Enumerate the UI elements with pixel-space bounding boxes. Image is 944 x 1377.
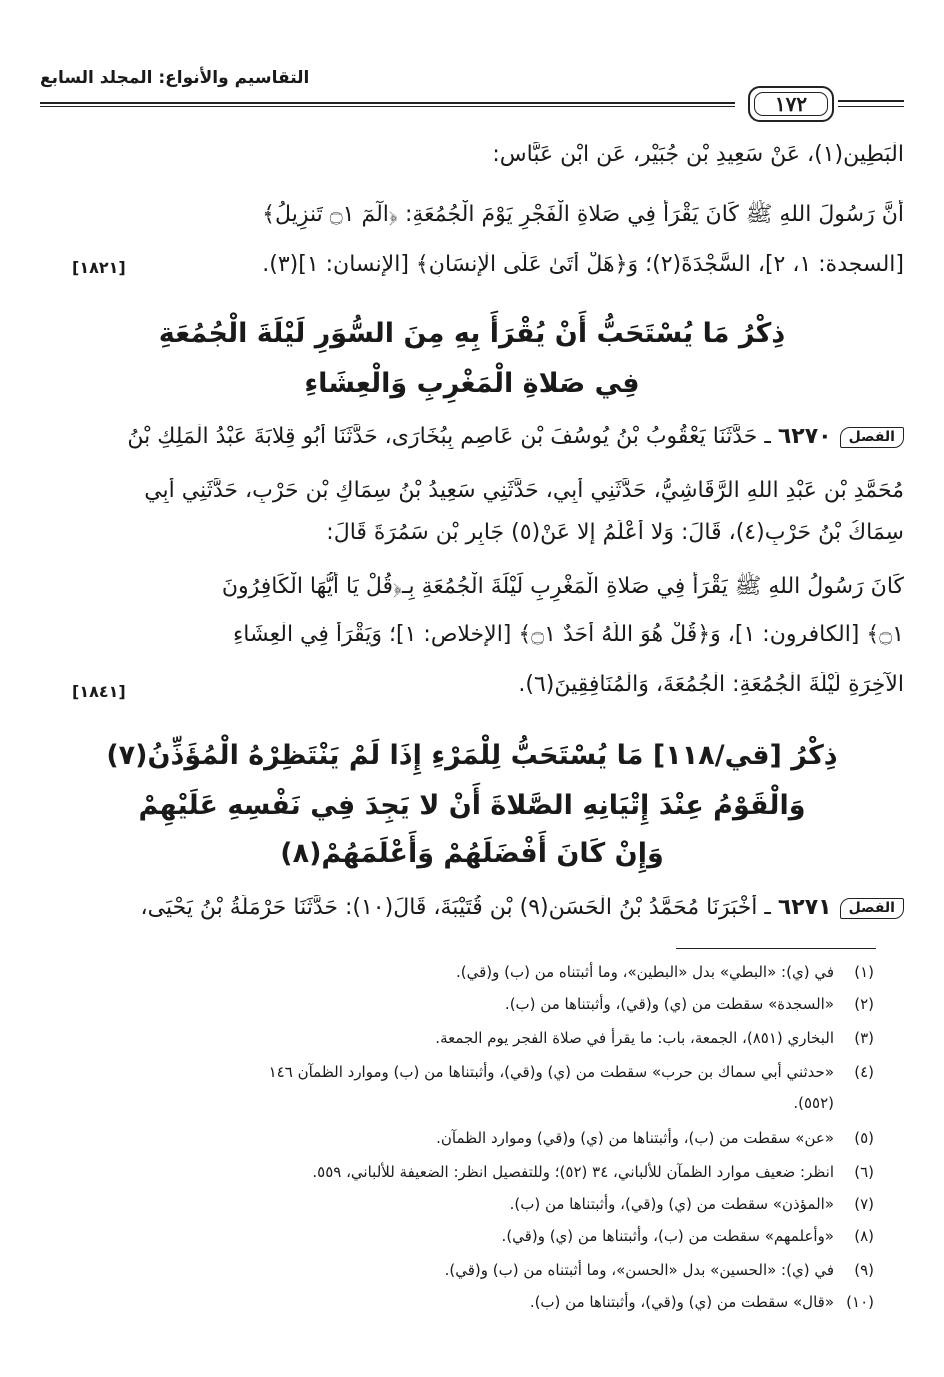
hadith-6270-line-1 [40, 424, 904, 449]
footnote-1 [84, 958, 874, 986]
hadith-badge: الفصل [840, 898, 904, 919]
hadith-number: ٦٢٧٠ [777, 424, 832, 449]
footnote-5 [84, 1124, 874, 1152]
footnote-text: في (ي): «البطي» بدل «البطين»، وما أثبتناه من (ب) و(قي). [455, 963, 834, 981]
text-line-3: [السجدة: ١، ٢]، السَّجْدَةَ(٢)؛ وَ﴿هَلْ أَتَىٰ عَلَى الْإِنسَانِ﴾ [الإنسان: ١](٣). [262, 252, 904, 277]
running-header-title: التقاسيم والأنواع: المجلد السابع [40, 68, 310, 88]
footnote-text: «السجدة» سقطت من (ي) و(قي)، وأثبتناها من (ب). [504, 995, 834, 1013]
footnote-3 [84, 1024, 874, 1052]
chapter-heading-1b: فِي صَلاةِ الْمَغْرِبِ وَالْعِشَاءِ [304, 368, 640, 399]
footnote-text: «عن» سقطت من (ب)، وأثبتناها من (ي) و(قي) وموارد الظمآن. [436, 1129, 834, 1147]
hadith-ref-1821: [١٨٢١] [72, 258, 126, 277]
text-line-8: ۝١﴾ [الكافرون: ١]، وَ﴿قُلْ هُوَ اللَّهُ أَحَدٌ ۝١﴾ [الإخلاص: ١]؛ وَيَقْرَأُ فِي الْعِشَاءِ [232, 622, 904, 647]
footnote-number: (٣) [854, 1029, 874, 1047]
text-line-6: سِمَاكُ بْنُ حَرْبٍ(٤)، قَالَ: وَلا أَعْلَمُ إِلا عَنْ(٥) جَابِرِ بْنِ سَمُرَةَ قَالَ: [326, 520, 904, 545]
text-line-5: مُحَمَّدِ بْنِ عَبْدِ اللهِ الرَّقَاشِيُّ، حَدَّثَنِي أَبِي، حَدَّثَنِي سَعِيدُ بْنُ سِمَاكِ بْنِ حَرْبٍ، حَدَّثَنِي أَبِي [144, 478, 904, 503]
hadith-text: ـ حَدَّثَنَا يَعْقُوبُ بْنُ يُوسُفَ بْنِ عَاصِمٍ بِبُخَارَى، حَدَّثَنَا أَبُو قِلابَةَ عَبْدُ الْمَلِكِ بْنُ [127, 424, 771, 449]
footnote-10 [84, 1288, 874, 1316]
footnote-4-continuation: (٥٥٢). [793, 1094, 834, 1112]
footnote-number: (٩) [854, 1261, 874, 1279]
footnote-2 [84, 990, 874, 1018]
footnote-number: (١) [854, 963, 874, 981]
footnote-number: (٥) [854, 1129, 874, 1147]
hadith-6271-line-1 [40, 895, 904, 920]
footnote-7 [84, 1190, 874, 1218]
header-rule-thin [40, 106, 735, 107]
footnote-4 [84, 1058, 874, 1086]
footnote-text: البخاري (٨٥١)، الجمعة، باب: ما يقرأ في صلاة الفجر يوم الجمعة. [435, 1029, 834, 1047]
page-number [748, 86, 834, 122]
text-line-1: الْبَطِينِ(١)، عَنْ سَعِيدِ بْنِ جُبَيْرٍ، عَنِ ابْنِ عَبَّاسٍ: [492, 142, 904, 167]
footnote-number: (٤) [854, 1063, 874, 1081]
footnote-number: (١٠) [846, 1293, 874, 1311]
footnote-text: «حدثني أبي سماك بن حرب» سقطت من (ي) و(قي)، وأثبتناها من (ب) وموارد الظمآن ١٤٦ [268, 1063, 834, 1081]
hadith-badge: الفصل [840, 427, 904, 448]
footnote-number: (٦) [854, 1163, 874, 1181]
chapter-heading-2a: ذِكْرُ [قي/١١٨] مَا يُسْتَحَبُّ لِلْمَرْءِ إِذَا لَمْ يَنْتَظِرْهُ الْمُؤَذِّنُ(٧) [106, 740, 838, 771]
header-rule-right-thin [838, 106, 904, 107]
footnote-text: في (ي): «الحسين» بدل «الحسن»، وما أثبتناه من (ب) و(قي). [444, 1261, 834, 1279]
footnote-text: انظر: ضعيف موارد الظمآن للألباني، ٣٤ (٥٢)؛ وللتفصيل انظر: الضعيفة للألباني، ٥٥٩. [312, 1163, 834, 1181]
hadith-ref-1841: [١٨٤١] [72, 682, 126, 701]
header-rule-right [838, 100, 904, 102]
hadith-number: ٦٢٧١ [777, 895, 832, 920]
hadith-text: ـ أَخْبَرَنَا مُحَمَّدُ بْنُ الْحَسَنِ(٩) بْنِ قُتَيْبَةَ، قَالَ(١٠): حَدَّثَنَا حَرْمَلَةُ بْنُ يَحْيَى، [140, 895, 771, 920]
chapter-heading-2b: وَالْقَوْمُ عِنْدَ إِتْيَانِهِ الصَّلاةَ أَنْ لا يَجِدَ فِي نَفْسِهِ عَلَيْهِمْ [138, 790, 806, 821]
footnote-number: (٧) [854, 1195, 874, 1213]
page-number-text: ١٧٢ [774, 92, 808, 116]
footnote-text: «قال» سقطت من (ي) و(قي)، وأثبتناها من (ب). [529, 1293, 834, 1311]
header-rule [40, 102, 735, 104]
chapter-heading-2c: وَإِنْ كَانَ أَفْضَلَهُمْ وَأَعْلَمَهُمْ(٨) [280, 838, 664, 869]
footnote-9 [84, 1256, 874, 1284]
footnote-number: (٢) [854, 995, 874, 1013]
text-line-9: الآخِرَةِ لَيْلَةَ الْجُمُعَةِ: الْجُمُعَةَ، وَالْمُنَافِقِينَ(٦). [518, 672, 904, 697]
footnote-text: «وأعلمهم» سقطت من (ب)، وأثبتناها من (ي) و(قي). [501, 1227, 834, 1245]
footnote-8 [84, 1222, 874, 1250]
footnote-separator [676, 948, 876, 949]
text-line-2: أَنَّ رَسُولَ اللهِ ﷺ كَانَ يَقْرَأُ فِي صَلاةِ الْفَجْرِ يَوْمَ الْجُمُعَةِ: ﴿الٓمٓ ۝١ تَنزِيلُ﴾ [262, 202, 904, 227]
chapter-heading-1a: ذِكْرُ مَا يُسْتَحَبُّ أَنْ يُقْرَأَ بِهِ مِنَ السُّوَرِ لَيْلَةَ الْجُمُعَةِ [158, 318, 786, 349]
footnote-number: (٨) [854, 1227, 874, 1245]
footnote-text: «المؤذن» سقطت من (ي) و(قي)، وأثبتناها من (ب). [509, 1195, 834, 1213]
text-line-7: كَانَ رَسُولُ اللهِ ﷺ يَقْرَأُ فِي صَلاةِ الْمَغْرِبِ لَيْلَةَ الْجُمُعَةِ بِـ﴿قُلْ يَا أَيُّهَا الْكَافِرُونَ [221, 574, 904, 599]
footnote-6 [84, 1158, 874, 1186]
